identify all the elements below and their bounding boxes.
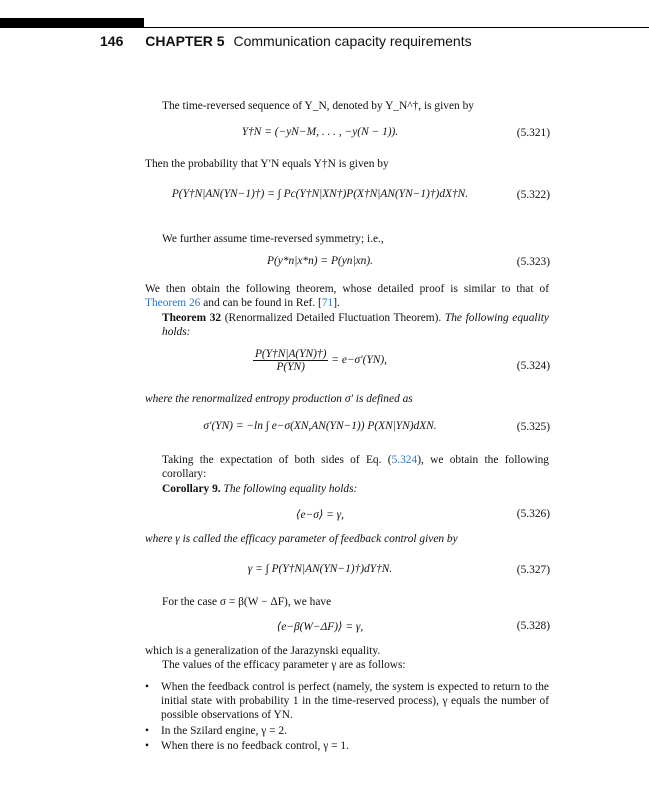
equation-number: (5.328) [516,620,550,632]
equation-rhs: = e−σ′(YN), [331,354,388,367]
equation-body: P(Y†N|AN(YN−1)†) = ∫ Pc(Y†N|XN†)P(X†N|AN(YN−1)†)dX†N. [171,188,469,200]
bullet-marker: • [145,681,149,693]
paragraph-theorem-intro [145,282,549,310]
equation-number: (5.321) [516,127,550,139]
equation-5-323 [150,255,550,273]
running-header [100,33,472,49]
numerator: P(Y†N|A(YN)†) [254,348,327,360]
text-run: ), we obtain the following corollary: [162,454,549,480]
equation-5-325 [150,420,550,438]
paragraph: Then the probability that Y′N equals Y†N is given by [145,158,389,170]
equation-body: Y†N = (−yN−M, . . . , −y(N − 1)). [241,126,399,138]
bullet-marker: • [145,740,149,752]
equation-link[interactable]: 5.324 [391,454,418,466]
theorem-statement: The following equality holds: [162,312,549,338]
equation-number: (5.322) [516,189,550,201]
corollary-label: Corollary 9. [162,483,221,495]
paragraph: The values of the efficacy parameter γ are as follows: [162,659,406,671]
paragraph: We further assume time-reversed symmetry; i.e., [162,233,384,245]
equation-number: (5.327) [516,564,550,576]
equation-5-328 [150,619,550,637]
fraction [253,348,328,373]
paragraph: where the renormalized entropy production σ′ is defined as [145,393,413,405]
equation-5-322 [150,188,550,206]
equation-number: (5.326) [516,508,550,520]
equation-number: (5.325) [516,421,550,433]
equation-5-324 [150,348,550,384]
equation-number: (5.323) [516,256,550,268]
equation-5-327 [150,563,550,581]
corollary-statement: The following equality holds: [223,483,358,495]
text-run: ]. [333,297,340,309]
equation-5-326 [150,507,550,525]
text-run: Taking the expectation of both sides of Eq. ( [162,454,392,466]
list-item-text: When there is no feedback control, γ = 1. [161,740,349,752]
list-item-text: In the Szilard engine, γ = 2. [161,725,287,737]
header-bar [0,18,144,28]
equation-body: ⟨e−β(W−ΔF)⟩ = γ, [276,621,364,633]
bullet-marker: • [145,725,149,737]
equation-body: ⟨e−σ⟩ = γ, [296,509,344,521]
theorem-label: Theorem 32 [162,312,222,324]
chapter-title: Communication capacity requirements [233,33,472,49]
list-item [145,680,549,722]
paragraph: which is a generalization of the Jarazynski equality. [145,645,381,657]
list-item-text: When the feedback control is perfect (namely, the system is expected to return to the initial state with probability 1 in the time-reserved process), γ equals the number of possible observations of YN. [161,681,549,721]
list-item [145,739,549,753]
page-number: 146 [100,33,124,49]
equation-body [150,348,490,373]
theorem-name: (Renormalized Detailed Fluctuation Theorem). [224,312,442,324]
text-run: and can be found in Ref. [ [200,297,322,309]
equation-body: γ = ∫ P(Y†N|AN(YN−1)†)dY†N. [247,563,393,575]
paragraph-corollary-intro [162,453,549,481]
list-item [145,724,549,738]
reference-link[interactable]: 71 [321,297,334,309]
corollary-9 [162,482,357,496]
equation-body: P(y*n|x*n) = P(yn|xn). [267,255,373,267]
paragraph: where γ is called the efficacy parameter of feedback control given by [145,533,458,545]
header-rule [144,27,649,28]
theorem-link[interactable]: Theorem 26 [145,297,201,309]
equation-number: (5.324) [516,360,550,372]
equation-body: σ′(YN) = −ln ∫ e−σ(XN,AN(YN−1)) P(XN|YN)dXN. [203,420,437,432]
denominator: P(YN) [276,361,305,373]
text-run: We then obtain the following theorem, whose detailed proof is similar to that of [145,283,549,295]
equation-5-321 [150,126,550,144]
paragraph: For the case σ = β(W − ΔF), we have [162,596,332,608]
paragraph: The time-reversed sequence of Y_N, denoted by Y_N^†, is given by [162,100,474,112]
theorem-32 [162,311,549,339]
chapter-label: CHAPTER 5 [145,33,225,49]
